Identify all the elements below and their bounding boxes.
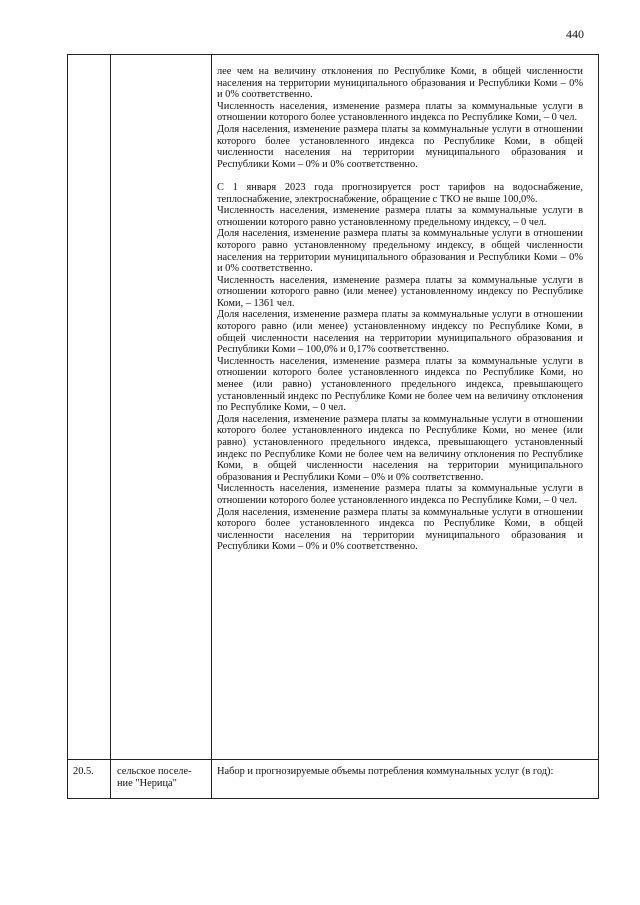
paragraph: Доля населения, изменение размера платы за коммунальные услуги в отношении которого равно (или менее) установленному индексу по Республике Коми, в общей численности населения на территории муниципального образования и Республики Коми – 100,0% и 0,17% соответственно. — [217, 309, 583, 356]
paragraph: лее чем на величину отклонения по Республике Коми, в общей численности населения на территории муниципального образования и Республики Коми – 0% и 0% соответственно. — [217, 66, 583, 101]
row-number: 20.5. — [73, 766, 94, 777]
document-table — [67, 54, 599, 799]
settlement-name-line: сельское поселе- — [117, 766, 192, 777]
paragraph: Численность населения, изменение размера платы за коммунальные услуги в отношении которого равно (или менее) установленному индексу по Республике Коми, – 1361 чел. — [217, 274, 583, 309]
paragraph-gap — [217, 170, 583, 182]
column-divider-2 — [211, 54, 212, 799]
page-number: 440 — [566, 27, 584, 41]
column-divider-1 — [110, 54, 111, 799]
paragraph: Доля населения, изменение размера платы за коммунальные услуги в отношении которого более установленного индекса по Республике Коми, в общей численности населения на территории муниципального образования и Республики Коми – 0% и 0% соответственно. — [217, 506, 583, 553]
paragraph: Численность населения, изменение размера платы за коммунальные услуги в отношении которого более установленного индекса по Республике Коми, – 0 чел. — [217, 483, 583, 506]
row-divider — [67, 759, 599, 760]
paragraph: Доля населения, изменение размера платы за коммунальные услуги в отношении которого более установленного индекса по Республике Коми, но менее (или равно) установленного предельного индекса, превышающего установленный индекс по Республике Коми не более чем на величину отклонения по Республике Коми, в общей численности населения на территории муниципального образования и Республики Коми – 0% и 0% соответственно. — [217, 413, 583, 483]
paragraph: Численность населения, изменение размера платы за коммунальные услуги в отношении которого более установленного индекса по Республике Коми, но менее (или равно) установленного предельного индекса, превышающего установленный индекс по Республике Коми не более чем на величину отклонения по Республике Коми, – 0 чел. — [217, 355, 583, 414]
table-border-bottom — [67, 798, 599, 799]
paragraph: Численность населения, изменение размера платы за коммунальные услуги в отношении которого более установленного индекса по Республике Коми, – 0 чел. — [217, 100, 583, 124]
row-content: Набор и прогнозируемые объемы потребления коммунальных услуг (в год): — [217, 766, 554, 777]
table-border-top — [67, 54, 599, 55]
continued-row-content — [217, 66, 583, 553]
settlement-name-line: ние "Нерица" — [117, 777, 177, 789]
paragraph: Доля населения, изменение размера платы за коммунальные услуги в отношении которого равно установленному предельному индексу, в общей численности населения на территории муниципального образования и Республики Коми – 0% и 0% соответственно. — [217, 228, 583, 275]
paragraph: Доля населения, изменение размера платы за коммунальные услуги в отношении которого более установленного индекса по Республике Коми, в общей численности населения на территории муниципального образования и Республики Коми – 0% и 0% соответственно. — [217, 123, 583, 170]
settlement-name — [117, 766, 209, 789]
paragraph: С 1 января 2023 года прогнозируется рост тарифов на водоснабжение, теплоснабжение, электроснабжение, обращение с ТКО не выше 100,0%. — [217, 181, 583, 205]
paragraph: Численность населения, изменение размера платы за коммунальные услуги в отношении которого равно установленному предельному индексу, – 0 чел. — [217, 205, 583, 228]
table-border-right — [598, 54, 599, 799]
table-border-left — [67, 54, 68, 799]
